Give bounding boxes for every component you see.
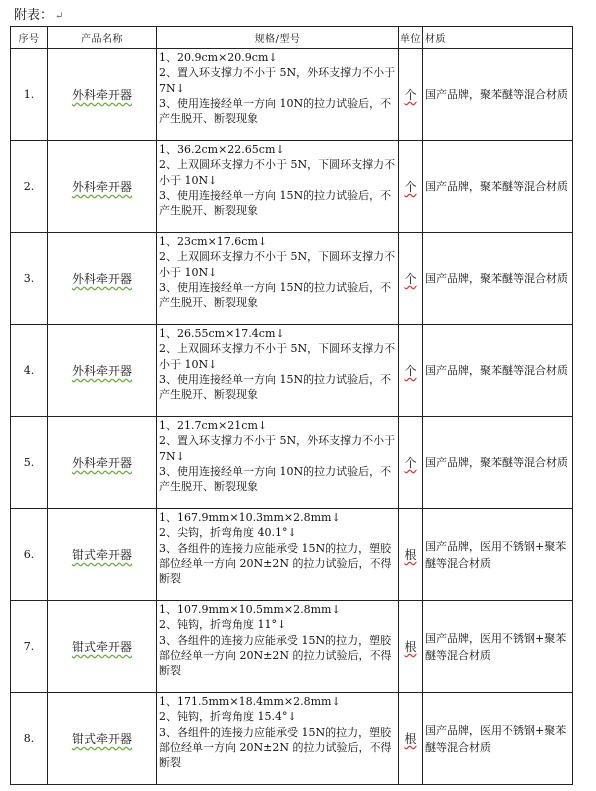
table-row xyxy=(11,417,573,509)
spec-line: 2、尖钩，折弯角度 40.1°↓ xyxy=(159,526,297,540)
cell-spec xyxy=(157,49,399,141)
table-row xyxy=(11,601,573,693)
spec-line: 1、171.5mm×18.4mm×2.8mm↓ xyxy=(159,695,341,708)
header-row xyxy=(11,27,573,49)
spec-line: 1、20.9cm×20.9cm↓ xyxy=(159,51,278,64)
page-title xyxy=(14,4,63,23)
cell-seq: 5. xyxy=(11,417,48,509)
product-name-text: 外科牵开器 xyxy=(71,272,132,286)
spec-line: 3、各组件的连接力应能承受 15N的拉力，塑胶部位经单一方向 20N±2N 的拉力试验后，不得断裂 xyxy=(159,725,392,770)
header-seq: 序号 xyxy=(11,27,48,49)
unit-text: 个 xyxy=(404,272,417,286)
spec-line: 1、21.7cm×21cm↓ xyxy=(159,419,268,432)
table-row xyxy=(11,509,573,601)
cell-seq: 4. xyxy=(11,325,48,417)
cell-unit xyxy=(399,233,423,325)
cell-spec xyxy=(157,325,399,417)
spec-line: 1、26.55cm×17.4cm↓ xyxy=(159,327,285,340)
cell-seq: 8. xyxy=(11,693,48,785)
spec-line: 1、23cm×17.6cm↓ xyxy=(159,235,268,248)
unit-text: 个 xyxy=(404,364,417,378)
table-row xyxy=(11,141,573,233)
product-name-text: 外科牵开器 xyxy=(71,88,132,102)
cell-product-name xyxy=(48,509,157,601)
product-name-text: 外科牵开器 xyxy=(71,180,132,194)
spec-line: 2、置入环支撑力不小于 5N，外环支撑力不小于 7N↓ xyxy=(159,434,396,463)
cell-product-name xyxy=(48,233,157,325)
cell-unit xyxy=(399,601,423,693)
spec-line: 3、使用连接经单一方向 15N的拉力试验后，不产生脱开、断裂现象 xyxy=(159,188,392,218)
unit-text: 根 xyxy=(404,640,417,654)
table-row xyxy=(11,233,573,325)
unit-text: 个 xyxy=(404,88,417,102)
cell-seq: 3. xyxy=(11,233,48,325)
table-row xyxy=(11,693,573,785)
cell-material: 国产品牌，聚苯醚等混合材质 xyxy=(423,233,573,325)
unit-text: 根 xyxy=(404,548,417,562)
table-row xyxy=(11,49,573,141)
product-name-text: 钳式牵开器 xyxy=(71,640,132,654)
cell-unit xyxy=(399,693,423,785)
cell-unit xyxy=(399,49,423,141)
cell-material: 国产品牌，聚苯醚等混合材质 xyxy=(423,49,573,141)
cell-product-name xyxy=(48,417,157,509)
cell-unit xyxy=(399,417,423,509)
cell-material: 国产品牌，聚苯醚等混合材质 xyxy=(423,417,573,509)
cell-seq: 1. xyxy=(11,49,48,141)
title-text: 附表： xyxy=(14,8,54,23)
product-table xyxy=(10,26,573,785)
cell-material: 国产品牌，聚苯醚等混合材质 xyxy=(423,325,573,417)
spec-line: 2、置入环支撑力不小于 5N，外环支撑力不小于 7N↓ xyxy=(159,66,396,95)
cell-material: 国产品牌，医用不锈钢+聚苯醚等混合材质 xyxy=(423,693,573,785)
spec-line: 3、使用连接经单一方向 10N的拉力试验后，不产生脱开、断裂现象 xyxy=(159,464,392,494)
table-row xyxy=(11,325,573,417)
product-name-text: 钳式牵开器 xyxy=(71,732,132,746)
cell-spec xyxy=(157,601,399,693)
spec-line: 3、使用连接经单一方向 15N的拉力试验后，不产生脱开、断裂现象 xyxy=(159,280,392,310)
spec-line: 2、上双圆环支撑力不小于 5N，下圆环支撑力不小于 10N↓ xyxy=(159,158,396,187)
cell-unit xyxy=(399,325,423,417)
cell-product-name xyxy=(48,693,157,785)
unit-text: 根 xyxy=(404,732,417,746)
cell-seq: 7. xyxy=(11,601,48,693)
cell-product-name xyxy=(48,49,157,141)
header-name: 产品名称 xyxy=(48,27,157,49)
product-name-text: 钳式牵开器 xyxy=(71,548,132,562)
cell-spec xyxy=(157,693,399,785)
header-spec: 规格/型号 xyxy=(157,27,399,49)
spec-line: 2、上双圆环支撑力不小于 5N，下圆环支撑力不小于 10N↓ xyxy=(159,342,396,371)
cell-seq: 6. xyxy=(11,509,48,601)
cell-product-name xyxy=(48,141,157,233)
spec-line: 3、使用连接经单一方向 15N的拉力试验后，不产生脱开、断裂现象 xyxy=(159,372,392,402)
product-name-text: 外科牵开器 xyxy=(71,456,132,470)
spec-line: 1、107.9mm×10.5mm×2.8mm↓ xyxy=(159,603,341,616)
cell-unit xyxy=(399,509,423,601)
product-name-text: 外科牵开器 xyxy=(71,364,132,378)
spec-line: 1、36.2cm×22.65cm↓ xyxy=(159,143,285,156)
spec-line: 1、167.9mm×10.3mm×2.8mm↓ xyxy=(159,511,341,524)
header-material: 材质 xyxy=(423,27,573,49)
spec-line: 2、钝钩，折弯角度 15.4°↓ xyxy=(159,710,297,724)
cell-product-name xyxy=(48,325,157,417)
cell-material: 国产品牌，聚苯醚等混合材质 xyxy=(423,141,573,233)
spec-line: 3、各组件的连接力应能承受 15N的拉力，塑胶部位经单一方向 20N±2N 的拉力试验后，不得断裂 xyxy=(159,633,392,678)
cell-product-name xyxy=(48,601,157,693)
cell-seq: 2. xyxy=(11,141,48,233)
cell-spec xyxy=(157,417,399,509)
unit-text: 个 xyxy=(404,180,417,194)
spec-line: 2、钝钩，折弯角度 11°↓ xyxy=(159,618,287,632)
cell-material: 国产品牌，医用不锈钢+聚苯醚等混合材质 xyxy=(423,601,573,693)
cell-spec xyxy=(157,141,399,233)
header-unit: 单位 xyxy=(399,27,423,49)
spec-line: 3、使用连接经单一方向 10N的拉力试验后，不产生脱开、断裂现象 xyxy=(159,96,392,126)
cell-material: 国产品牌，医用不锈钢+聚苯醚等混合材质 xyxy=(423,509,573,601)
unit-text: 个 xyxy=(404,456,417,470)
cell-spec xyxy=(157,233,399,325)
cell-spec xyxy=(157,509,399,601)
cell-unit xyxy=(399,141,423,233)
spec-line: 3、各组件的连接力应能承受 15N的拉力，塑胶部位经单一方向 20N±2N 的拉力试验后，不得断裂 xyxy=(159,541,392,586)
paragraph-mark: ↵ xyxy=(55,11,64,22)
spec-line: 2、上双圆环支撑力不小于 5N，下圆环支撑力不小于 10N↓ xyxy=(159,250,396,279)
